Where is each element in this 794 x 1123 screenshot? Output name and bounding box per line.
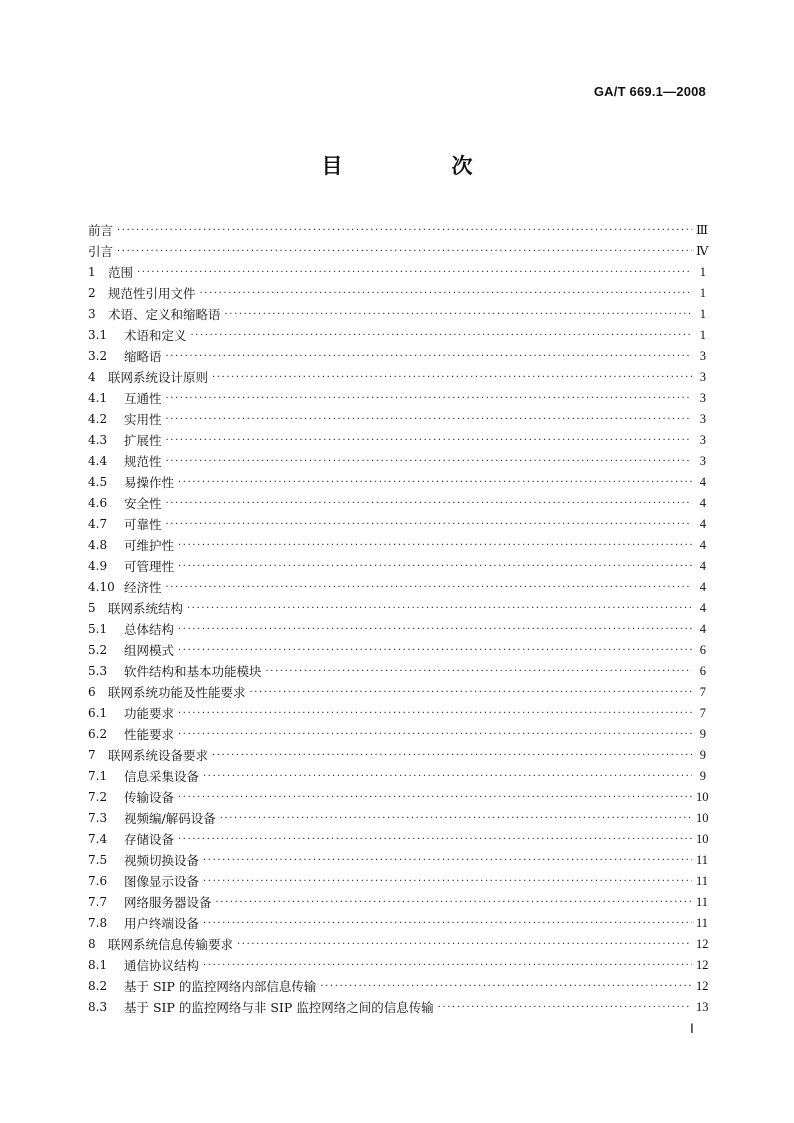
toc-entry[interactable]: [88, 724, 706, 745]
toc-dot-leader: [178, 724, 692, 745]
toc-dot-leader: [225, 304, 692, 325]
toc-entry[interactable]: [88, 451, 706, 472]
toc-page-number: 3: [699, 433, 706, 447]
toc-section-number: 8.2: [88, 979, 108, 993]
page-number: Ⅰ: [690, 1021, 694, 1036]
toc-entry[interactable]: [88, 703, 706, 724]
toc-section-number: 4.9: [88, 559, 108, 573]
toc-dot-leader: [220, 808, 692, 829]
toc-section-number: 6.2: [88, 727, 108, 741]
toc-section-number: 3.2: [88, 349, 108, 363]
toc-section-title: 基于 SIP 的监控网络内部信息传输: [124, 979, 317, 994]
toc-section-title: 软件结构和基本功能模块: [124, 664, 262, 679]
toc-page-number: 12: [696, 979, 709, 993]
toc-section-number: 4.3: [88, 433, 108, 447]
toc-page-number: 4: [699, 538, 706, 552]
toc-page-number: 6: [699, 664, 706, 678]
toc-page-number: 4: [699, 580, 706, 594]
toc-entry[interactable]: [88, 304, 706, 325]
toc-section-number: 4.7: [88, 517, 108, 531]
toc-entry[interactable]: [88, 388, 706, 409]
toc-entry[interactable]: [88, 997, 709, 1018]
toc-page-number: 4: [699, 559, 706, 573]
toc-section-title: 可管理性: [124, 559, 175, 574]
toc-page-number: 1: [699, 307, 706, 321]
toc-section-number: 6: [88, 685, 96, 699]
toc-section-title: 功能要求: [124, 706, 175, 721]
standard-number: GA/T 669.1—2008: [593, 84, 706, 99]
toc-page-number: 3: [699, 454, 706, 468]
toc-section-title: 联网系统设计原则: [108, 370, 209, 385]
toc-section-number: 4.4: [88, 454, 108, 468]
toc-section-title: 经济性: [124, 580, 162, 595]
toc-section-title: 视频编/解码设备: [124, 811, 216, 826]
toc-dot-leader: [320, 976, 692, 997]
toc-section-title: 联网系统功能及性能要求: [108, 685, 246, 700]
toc-section-number: 1: [88, 265, 96, 279]
toc-page-number: 11: [696, 853, 709, 867]
toc-section-title: 总体结构: [124, 622, 175, 637]
toc-entry[interactable]: [88, 283, 706, 304]
toc-entry[interactable]: [88, 472, 706, 493]
toc-dot-leader: [266, 661, 692, 682]
toc-dot-leader: [137, 262, 692, 283]
toc-page-number: 12: [696, 937, 709, 951]
toc-dot-leader: [166, 514, 692, 535]
toc-section-number: 5.1: [88, 622, 108, 636]
toc-section-number: 7.3: [88, 811, 108, 825]
toc-section-number: 7.1: [88, 769, 108, 783]
toc-page-number: 9: [699, 769, 706, 783]
toc-section-title: 互通性: [124, 391, 162, 406]
toc-section-number: 8: [88, 937, 96, 951]
toc-section-number: 7.5: [88, 853, 108, 867]
toc-page-number: 4: [699, 496, 706, 510]
toc-section-number: 7.7: [88, 895, 108, 909]
toc-section-number: 3: [88, 307, 96, 321]
toc-entry[interactable]: [88, 367, 706, 388]
toc-entry[interactable]: [88, 346, 706, 367]
toc-page-number: 10: [696, 811, 709, 825]
toc-section-number: 8.1: [88, 958, 108, 972]
toc-entry[interactable]: [88, 535, 706, 556]
toc-entry[interactable]: [88, 262, 706, 283]
toc-section-title: 可靠性: [124, 517, 162, 532]
toc-page-number: Ⅲ: [696, 223, 709, 237]
toc-section-number: 7: [88, 748, 96, 762]
toc-page-number: 3: [699, 349, 706, 363]
toc-page-number: 9: [699, 748, 706, 762]
toc-dot-leader: [191, 325, 692, 346]
toc-dot-leader: [166, 493, 692, 514]
toc-dot-leader: [178, 556, 692, 577]
toc-page-number: 11: [696, 874, 709, 888]
toc-entry[interactable]: [88, 598, 706, 619]
toc-section-title: 联网系统信息传输要求: [108, 937, 234, 952]
toc-section-number: 4.2: [88, 412, 108, 426]
toc-entry[interactable]: [88, 640, 706, 661]
toc-page-number: 3: [699, 391, 706, 405]
toc-section-title: 引言: [88, 244, 114, 259]
toc-dot-leader: [212, 745, 692, 766]
toc-page-number: 12: [696, 958, 709, 972]
toc-dot-leader: [166, 430, 692, 451]
toc-page-number: 10: [696, 790, 709, 804]
toc-dot-leader: [178, 535, 692, 556]
toc-section-number: 3.1: [88, 328, 108, 342]
toc-entry[interactable]: [88, 913, 709, 934]
toc-section-title: 组网模式: [124, 643, 175, 658]
toc-dot-leader: [203, 871, 692, 892]
toc-entry[interactable]: [88, 514, 706, 535]
toc-section-title: 传输设备: [124, 790, 175, 805]
toc-dot-leader: [203, 955, 692, 976]
toc-dot-leader: [166, 451, 692, 472]
toc-section-title: 联网系统设备要求: [108, 748, 209, 763]
toc-page-number: 7: [699, 706, 706, 720]
toc-page-number: 4: [699, 517, 706, 531]
toc-page-number: 3: [699, 412, 706, 426]
toc-section-title: 网络服务器设备: [124, 895, 212, 910]
toc-dot-leader: [203, 850, 692, 871]
toc-section-title: 视频切换设备: [124, 853, 200, 868]
toc-section-number: 4: [88, 370, 96, 384]
toc-section-number: 5.3: [88, 664, 108, 678]
toc-entry[interactable]: [88, 766, 706, 787]
toc-entry[interactable]: [88, 976, 709, 997]
toc-section-number: 7.8: [88, 916, 108, 930]
toc-entry[interactable]: [88, 808, 709, 829]
toc-entry[interactable]: [88, 577, 706, 598]
toc-dot-leader: [178, 472, 692, 493]
toc-section-title: 图像显示设备: [124, 874, 200, 889]
toc-section-number: 7.4: [88, 832, 108, 846]
toc-dot-leader: [166, 409, 692, 430]
toc-dot-leader: [117, 220, 692, 241]
toc-section-number: 4.8: [88, 538, 108, 552]
toc-entry[interactable]: [88, 871, 709, 892]
toc-dot-leader: [250, 682, 692, 703]
toc-dot-leader: [216, 892, 692, 913]
toc-entry[interactable]: [88, 892, 709, 913]
toc-entry[interactable]: [88, 745, 706, 766]
toc-dot-leader: [178, 640, 692, 661]
toc-page-number: 13: [696, 1000, 709, 1014]
toc-section-title: 缩略语: [124, 349, 162, 364]
toc-page-number: 4: [699, 475, 706, 489]
toc-section-title: 术语、定义和缩略语: [108, 307, 221, 322]
toc-dot-leader: [117, 241, 692, 262]
toc-section-number: 6.1: [88, 706, 108, 720]
toc-dot-leader: [178, 787, 692, 808]
toc-page-number: 10: [696, 832, 709, 846]
toc-entry[interactable]: [88, 850, 709, 871]
toc-page-number: 1: [699, 265, 706, 279]
toc-dot-leader: [438, 997, 692, 1018]
toc-entry[interactable]: [88, 241, 709, 262]
toc-section-title: 术语和定义: [124, 328, 187, 343]
toc-page-number: 3: [699, 370, 706, 384]
toc-entry[interactable]: [88, 829, 709, 850]
toc-dot-leader: [178, 829, 692, 850]
toc-section-title: 性能要求: [124, 727, 175, 742]
toc-section-number: 8.3: [88, 1000, 108, 1014]
toc-page-number: 1: [699, 328, 706, 342]
toc-entry[interactable]: [88, 325, 706, 346]
toc-page-number: 1: [699, 286, 706, 300]
toc-page-number: 4: [699, 622, 706, 636]
toc-dot-leader: [200, 283, 692, 304]
toc-section-title: 前言: [88, 223, 114, 238]
toc-section-title: 实用性: [124, 412, 162, 427]
toc-section-title: 基于 SIP 的监控网络与非 SIP 监控网络之间的信息传输: [124, 1000, 434, 1015]
toc-dot-leader: [212, 367, 692, 388]
toc-dot-leader: [237, 934, 692, 955]
toc-entry[interactable]: [88, 619, 706, 640]
table-of-contents: [88, 220, 709, 1018]
toc-section-title: 信息采集设备: [124, 769, 200, 784]
toc-page-number: 6: [699, 643, 706, 657]
toc-page-number: 11: [696, 916, 709, 930]
toc-page-number: 11: [696, 895, 709, 909]
toc-section-number: 4.5: [88, 475, 108, 489]
toc-section-number: 4.10: [88, 580, 115, 594]
toc-dot-leader: [166, 346, 692, 367]
toc-dot-leader: [203, 913, 692, 934]
toc-section-title: 用户终端设备: [124, 916, 200, 931]
toc-page-number: 4: [699, 601, 706, 615]
toc-dot-leader: [166, 577, 692, 598]
toc-section-title: 联网系统结构: [108, 601, 184, 616]
toc-section-title: 存储设备: [124, 832, 175, 847]
toc-entry[interactable]: [88, 556, 706, 577]
toc-entry[interactable]: [88, 220, 709, 241]
toc-section-title: 规范性引用文件: [108, 286, 196, 301]
toc-section-number: 7.2: [88, 790, 108, 804]
toc-page-number: Ⅳ: [696, 244, 709, 258]
toc-entry[interactable]: [88, 493, 706, 514]
toc-dot-leader: [203, 766, 692, 787]
toc-entry[interactable]: [88, 934, 709, 955]
toc-section-title: 范围: [108, 265, 134, 280]
toc-dot-leader: [166, 388, 692, 409]
toc-entry[interactable]: [88, 430, 706, 451]
toc-page-number: 7: [699, 685, 706, 699]
toc-section-number: 4.6: [88, 496, 108, 510]
toc-entry[interactable]: [88, 682, 706, 703]
toc-entry[interactable]: [88, 955, 709, 976]
page-title: 目 次: [321, 154, 517, 178]
toc-section-title: 通信协议结构: [124, 958, 200, 973]
toc-section-number: 5: [88, 601, 96, 615]
toc-entry[interactable]: [88, 661, 706, 682]
toc-section-title: 规范性: [124, 454, 162, 469]
toc-section-title: 易操作性: [124, 475, 175, 490]
toc-section-number: 5.2: [88, 643, 108, 657]
toc-section-title: 安全性: [124, 496, 162, 511]
toc-dot-leader: [178, 619, 692, 640]
toc-entry[interactable]: [88, 787, 709, 808]
toc-dot-leader: [178, 703, 692, 724]
toc-dot-leader: [187, 598, 692, 619]
toc-section-title: 扩展性: [124, 433, 162, 448]
toc-entry[interactable]: [88, 409, 706, 430]
toc-section-number: 4.1: [88, 391, 108, 405]
toc-section-title: 可维护性: [124, 538, 175, 553]
toc-section-number: 2: [88, 286, 96, 300]
toc-section-number: 7.6: [88, 874, 108, 888]
toc-page-number: 9: [699, 727, 706, 741]
